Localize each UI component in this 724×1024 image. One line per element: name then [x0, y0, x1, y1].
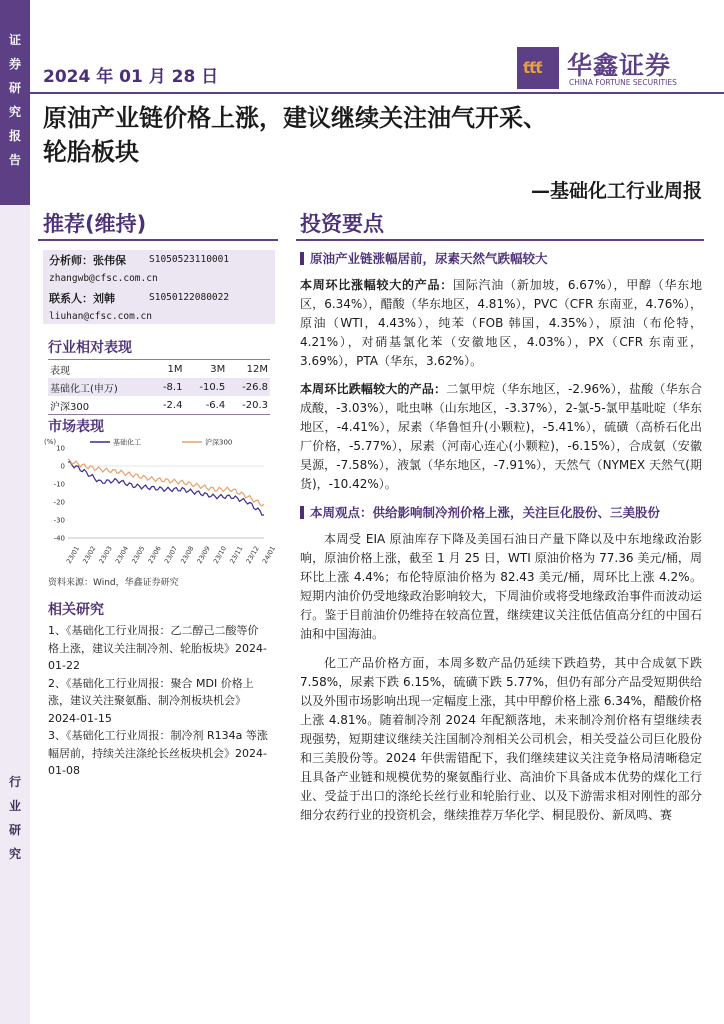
table-header-cell: 3M: [184, 360, 227, 379]
paragraph-up: [300, 276, 702, 371]
investment-points: [300, 249, 702, 825]
table-cell: 基础化工(申万): [50, 383, 118, 395]
up-label: 本周环比涨幅较大的产品：: [300, 278, 454, 292]
y-tick-label: -30: [53, 516, 65, 525]
sidebar-char: 业: [8, 799, 21, 813]
related-item[interactable]: 3、《基础化工行业周报：制冷剂 R134a 等涨幅居前，持续关注涤纶长丝板块机会》2024-01-08: [48, 729, 268, 777]
rating: 推荐(维持): [43, 212, 147, 236]
heading-text: 原油产业链涨幅居前，尿素天然气跌幅较大: [310, 251, 548, 266]
x-tick-label: 23/05: [130, 544, 147, 565]
x-tick-label: 23/11: [228, 544, 245, 565]
y-tick-label: -40: [53, 534, 65, 543]
market-title: 市场表现: [48, 419, 104, 435]
table-header-row: [48, 360, 270, 379]
related-item[interactable]: 2、《基础化工行业周报：聚合 MDI 价格上涨，建议关注聚氨酯、制冷剂板块机会》2024-01-15: [48, 676, 254, 725]
analyst-row: [49, 250, 269, 269]
sidebar-char: 行: [8, 775, 21, 789]
x-tick-label: 23/10: [211, 544, 229, 565]
contact-email[interactable]: liuhan@cfsc.com.cn: [49, 311, 152, 322]
paragraph-chemicals: 化工产品价格方面，本周多数产品仍延续下跌趋势，其中合成氨下跌 7.58%，尿素下跌 6.15%，硫磺下跌 5.77%，但仍有部分产品受短期供给以及外围市场影响出现一定幅度上涨，其中甲醇价格上涨 6.34%，醋酸价格上涨 4.81%。随着制冷剂 2024 年配额落地，未来制冷剂价格有望继续表现强势，短期建议继续关注国制冷剂相关公司机会，相关受益公司巨化股份和三美股份等。2024 年供需错配下，我们继续建议关注竞争格局清晰稳定且具备产业链和规模优势的聚氨酯行业、高油价下具备成本优势的煤化工行业、受益于出口的涤纶长丝行业和轮胎行业、以及下游需求相对刚性的部分细分农药行业的投资机会，继续推荐万华化学、桐昆股份、新凤鸣、赛: [300, 656, 702, 822]
x-tick-label: 23/07: [162, 544, 180, 565]
left-divider: [38, 239, 278, 241]
sidebar-char: 究: [8, 847, 21, 861]
bullet-bar-icon: [300, 252, 304, 265]
sidebar-char: 研: [8, 823, 21, 837]
table-cell: -26.8: [242, 381, 268, 393]
up-text: 国际汽油（新加坡，6.67%），甲醇（华东地区，6.34%），醋酸（华东地区，4.81%），PVC（CFR 东南亚，4.76%），原油（WTI，4.43%），纯苯（FOB 韩国，4.35%），原油（布伦特，4.21%），对硝基氯化苯（安徽地区，4.03%），PX（CFR 东南亚，3.69%），PTA（华东，3.62%）。: [300, 278, 702, 368]
related-title: 相关研究: [48, 602, 104, 618]
table-cell: -10.5: [199, 381, 226, 393]
analyst-label: 分析师：张伟保: [49, 253, 126, 267]
table-cell: -2.4: [151, 396, 185, 415]
paragraph-down: [300, 380, 702, 494]
y-tick-label: 0: [60, 462, 65, 471]
market-chart: [42, 434, 278, 576]
report-subtitle: —基础化工行业周报: [530, 180, 702, 202]
analyst-row: [49, 307, 269, 326]
table-cell: -6.4: [184, 396, 227, 415]
paragraph-oil: 本周受 EIA 原油库存下降及美国石油日产量下降以及中东地缘政治影响，原油价格上涨，截至 1 月 25 日，WTI 原油价格为 77.36 美元/桶，周环比上涨 4.4%；布伦特原油价格为 82.43 美元/桶，周环比上涨 4.2%。短期内油价仍受地缘政治影响较大，下周油价或将受地缘政治事件而波动运行。鉴于目前油价仍维持在较高位置，继续建议关注低估值高分红的中国石油和中国海油。: [300, 532, 702, 641]
sidebar-char: 报: [8, 129, 21, 143]
contact-label: 联系人：刘韩: [49, 291, 115, 305]
x-tick-label: 23/08: [179, 544, 196, 565]
logo-name-en: CHINA FORTUNE SECURITIES: [569, 78, 677, 87]
section-heading: [300, 503, 702, 522]
table-header-cell: 1M: [151, 360, 185, 379]
x-tick-label: 23/04: [113, 544, 131, 565]
y-tick-label: -20: [53, 498, 65, 507]
y-axis-label: (%): [44, 438, 57, 446]
table-cell: 沪深300: [48, 396, 151, 415]
bullet-bar-icon: [300, 506, 304, 519]
down-text: 二氯甲烷（华东地区，-2.96%），盐酸（华东合成酸，-3.03%），吡虫啉（山东地区，-3.37%），2-氯-5-氯甲基吡啶（华东地区，-4.41%），尿素（华鲁恒升(小颗粒)，-5.41%），硫磺（高桥石化出厂价格，-5.77%），尿素（河南心连心(小颗粒)，-6.15%），合成氨（安徽昊源，-7.58%），液氯（华东地区，-7.91%），天然气（NYMEX 天然气(期货)，-10.42%）。: [300, 382, 702, 491]
logo-mark-icon: [517, 47, 559, 89]
company-logo: [517, 44, 707, 92]
table-row: [48, 396, 270, 415]
sidebar-char: 告: [8, 153, 21, 167]
x-tick-label: 23/02: [81, 544, 98, 565]
table-row: [48, 378, 270, 396]
title-line-2: 轮胎板块: [43, 138, 139, 166]
x-tick-label: 24/01: [260, 544, 278, 565]
analyst-id: S1050523110001: [149, 254, 230, 265]
section-title: 投资要点: [300, 212, 384, 236]
x-tick-label: 23/01: [64, 544, 82, 565]
header-divider: [30, 92, 724, 94]
down-label: 本周环比跌幅较大的产品：: [300, 382, 447, 396]
x-tick-label: 23/09: [195, 544, 212, 565]
table-header-cell: 表现: [48, 360, 151, 379]
chart-source: 资料来源：Wind，华鑫证券研究: [48, 578, 179, 588]
related-item[interactable]: 1、《基础化工行业周报：乙二醇己二酸等价格上涨，建议关注制冷剂、轮胎板块》2024-01-22: [48, 624, 267, 672]
y-tick-label: -10: [53, 480, 65, 489]
report-title: [43, 101, 703, 169]
analyst-row: [49, 269, 269, 288]
performance-title: 行业相对表现: [48, 340, 132, 356]
analyst-box: [43, 250, 275, 324]
performance-table: [48, 359, 270, 415]
logo-mark-glyph: ƭƭƭ: [523, 59, 542, 77]
analyst-row: [49, 288, 269, 307]
series-line-industry: [68, 461, 264, 515]
logo-name-cn: 华鑫证券: [567, 51, 672, 80]
x-tick-label: 23/06: [146, 544, 163, 565]
right-divider: [296, 239, 704, 241]
heading-text: 本周观点：供给影响制冷剂价格上涨，关注巨化股份、三美股份: [310, 505, 661, 520]
report-date: 2024 年 01 月 28 日: [43, 67, 219, 87]
title-line-1: 原油产业链价格上涨，建议继续关注油气开采、: [43, 104, 547, 132]
sidebar-char: 券: [8, 57, 21, 71]
table-cell: -8.1: [162, 381, 183, 393]
x-tick-label: 23/03: [97, 544, 114, 565]
y-tick-label: 10: [56, 444, 65, 453]
section-heading: [300, 249, 702, 268]
related-list: [48, 622, 268, 780]
x-tick-label: 23/12: [244, 544, 261, 565]
legend-label: 基础化工: [113, 438, 141, 447]
table-cell: -20.3: [227, 396, 270, 415]
sidebar-char: 证: [8, 33, 21, 47]
table-header-cell: 12M: [227, 360, 270, 379]
legend-label: 沪深300: [205, 438, 233, 447]
sidebar-char: 究: [8, 105, 21, 119]
contact-id: S1050122080022: [149, 292, 230, 303]
analyst-email[interactable]: zhangwb@cfsc.com.cn: [49, 273, 158, 284]
sidebar-char: 研: [8, 81, 21, 95]
